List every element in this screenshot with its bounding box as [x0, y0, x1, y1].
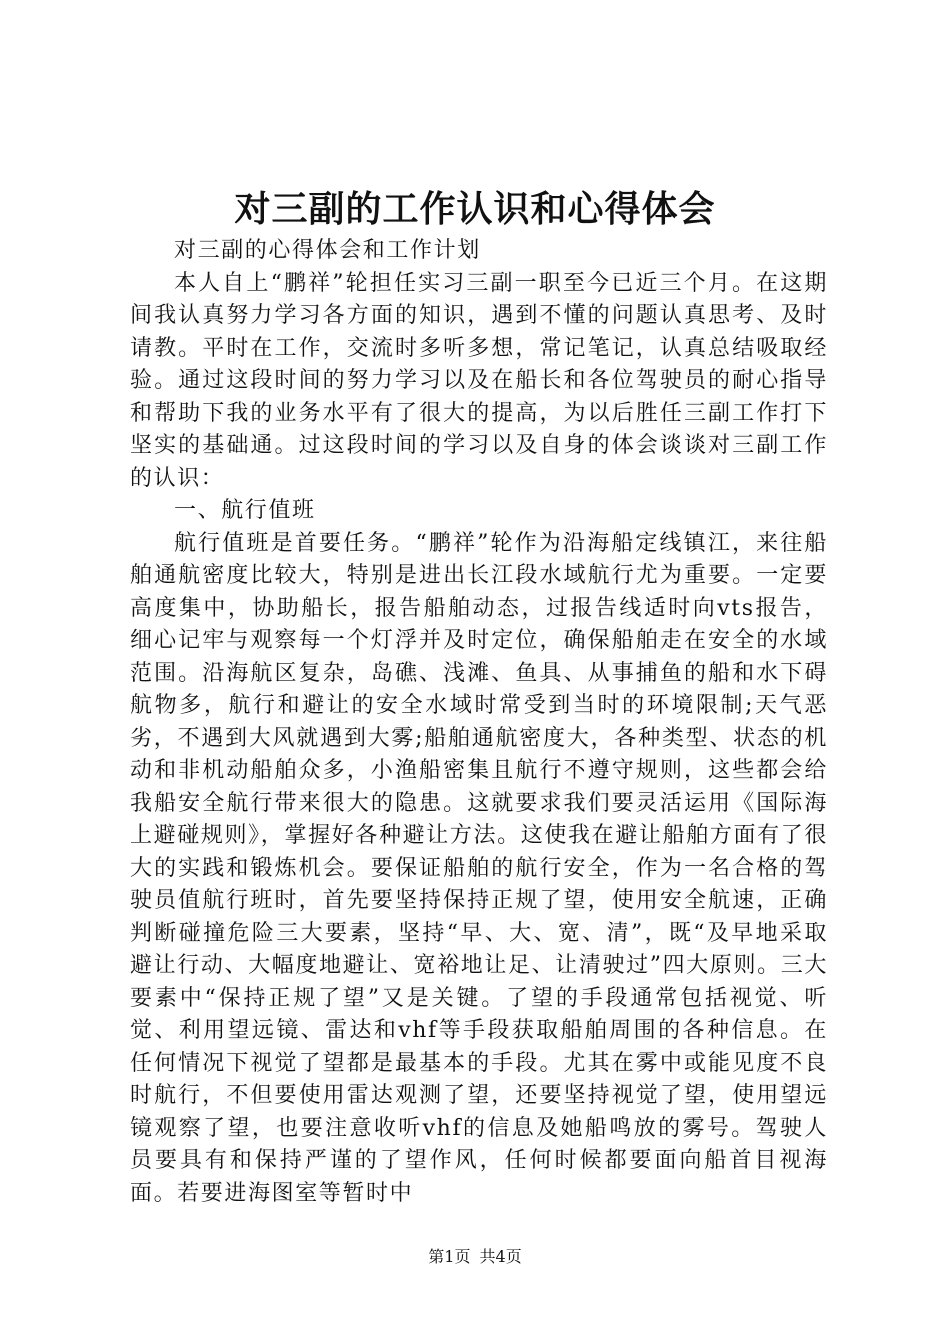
document-title: 对三副的工作认识和心得体会 [234, 188, 716, 230]
document-body [130, 235, 828, 1210]
body-paragraph: 航行值班是首要任务。“鹏祥”轮作为沿海船定线镇江，来往船舶通航密度比较大，特别是进出长江段水域航行尤为重要。一定要高度集中，协助船长，报告船舶动态，过报告线适时向vts报告，细心记牢与观察每一个灯浮并及时定位，确保船舶走在安全的水域范围。沿海航区复杂，岛礁、浅滩、鱼具、从事捕鱼的船和水下碍航物多，航行和避让的安全水域时常受到当时的环境限制;天气恶劣，不遇到大风就遇到大雾;船舶通航密度大，各种类型、状态的机动和非机动船舶众多，小渔船密集且航行不遵守规则，这些都会给我船安全航行带来很大的隐患。这就要求我们要灵活运用《国际海上避碰规则》，掌握好各种避让方法。这使我在避让船舶方面有了很大的实践和锻炼机会。要保证船舶的航行安全，作为一名合格的驾驶员值航行班时，首先要坚持保持正规了望，使用安全航速，正确判断碰撞危险三大要素，坚持“早、大、宽、清”，既“及早地采取避让行动、大幅度地避让、宽裕地让足、让清驶过”四大原则。三大要素中“保持正规了望”又是关键。了望的手段通常包括视觉、听觉、利用望远镜、雷达和vhf等手段获取船舶周围的各种信息。在任何情况下视觉了望都是最基本的手段。尤其在雾中或能见度不良时航行，不但要使用雷达观测了望，还要坚持视觉了望，使用望远镜观察了望，也要注意收听vhf的信息及她船鸣放的雾号。驾驶人员要具有和保持严谨的了望作风，任何时候都要面向船首目视海面。若要进海图室等暂时中 [130, 530, 828, 1206]
section-heading: 一、航行值班 [174, 498, 316, 523]
page-footer [0, 1246, 950, 1268]
page-number: 第1页 [428, 1247, 471, 1266]
page-total: 共4页 [479, 1247, 522, 1266]
subtitle-paragraph: 对三副的心得体会和工作计划 [174, 238, 481, 263]
body-paragraph: 本人自上“鹏祥”轮担任实习三副一职至今已近三个月。在这期间我认真努力学习各方面的知识，遇到不懂的问题认真思考、及时请教。平时在工作，交流时多听多想，常记笔记，认真总结吸取经验。通过这段时间的努力学习以及在船长和各位驾驶员的耐心指导和帮助下我的业务水平有了很大的提高，为以后胜任三副工作打下坚实的基础通。过这段时间的学习以及自身的体会谈谈对三副工作的认识： [130, 270, 828, 491]
